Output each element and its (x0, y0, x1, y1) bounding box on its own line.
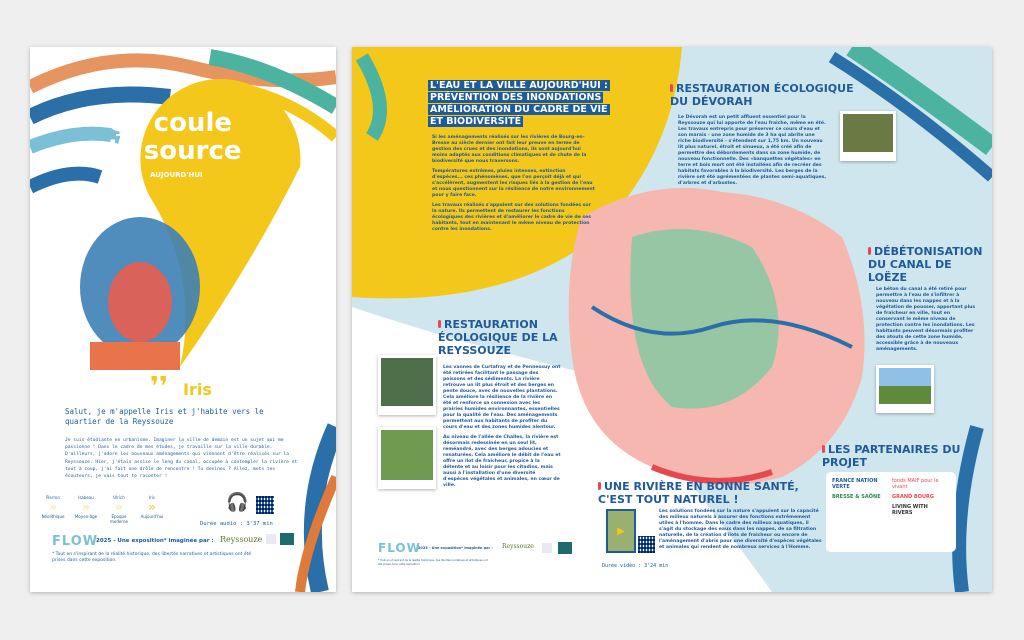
main-intro-text: Si les aménagements réalisés sur les rivières de Bourg-en-Bresse au siècle dernier ont fait leur preuve en terme de gestion des crues et des inondations, ils sont aujourd'hui moins adaptés aux conditions climatiques et de chute de la biodiversité que nous traversons. Températures extrêmes, pluies intenses, extinction d'espèces... ces phénomènes, que l'on perçoit déjà et qui s'accélèrent, augmentent les risques liés à la gestion de l'eau et nous questionnent sur la résilience de notre environnement pour y faire face. Les travaux réalisés s'appuient sur des solutions fondées sur la nature. Ils permettent de restaurer les fonctions écologiques des rivières et d'améliorer le cadre de vie de ses habitants, tout en maintenant le même niveau de protection contre les inondations. (432, 135, 595, 232)
partner-logo (280, 533, 294, 545)
reyssouze-title: RESTAURATION ÉCOLOGIQUE DE LA REYSSOUZE (438, 318, 558, 357)
reyssouze-logo: Reyssouze (502, 543, 534, 550)
partner-logo: FRANCE NATION VERTE (832, 478, 878, 490)
credit-text: 2025 - Une exposition* imaginée par : (96, 538, 214, 544)
devorah-text: Le Dévorah est un petit affluent essentiel pour la Reyssouze qui lui apporte de l'eau fraîche, même en été. Les travaux entrepris pour préserver ce cours d'eau et son marais - une zone humide de 3 ha qui abrite une riche biodiversité - s'étendent sur 1,75 km. Un nouveau lit plus naturel, étroit et sinueux, a été créé afin de permettre des débordements dans sa zone humide, de nouveau fonctionnelle. Des «banquettes végétales» en terre et bois mort ont été installées afin de recréer des habitats favorables à la biodiversité. Les berges de la rivière ont été agrémentées de plantes semi-aquatiques, d'arbres et d'arbustes. (678, 115, 827, 186)
partner-logo: BRESSE & SAÔNE (832, 494, 881, 500)
video-duration: Durée vidéo : 3'24 min (602, 563, 669, 569)
partners-title: LES PARTENAIRES DU PROJET (822, 443, 961, 469)
partner-logo: GRAND BOURG (892, 494, 934, 500)
republique-logo (266, 534, 276, 544)
video-qr-code[interactable] (638, 536, 655, 553)
reyssouze-text: Les vannes de Curtafray et de Pennessuy ont été retirées facilitant le passage des poissons et des sédiments. La rivière retrouve un lit plus étroit et des berges en pente douce, avec de nouvelles plantations. Cela améliore la résilience de la rivière en été et renforce sa connexion avec les prairies humides environnantes, essentielles pour la qualité de l'eau. Des aménagements permettent aux habitants de profiter du cours d'eau et des zones humides alentour. Au niveau de l'allée de Challes, la rivière est désormais redessinée en un seul lit, reméandré, avec des berges adoucies et renaturées. Cela améliore le débit de l'eau et offre un îlot de fraîcheur, propice à la détente et au loisir pour les citadins, mais aussi à l'installation d'une diversité d'espèces végétales et animales, en cœur de ville. (443, 365, 561, 488)
loeze-photo (876, 365, 934, 413)
flow-logo: FLOW (378, 541, 421, 555)
footnote: * Tout en s'inspirant de la réalité historique, des libertés narratives et artistiques ont été prises dans cette exposition. (378, 559, 488, 566)
devorah-photo (840, 111, 896, 161)
timeline (38, 495, 167, 524)
poster-title-line2: de source (98, 136, 242, 166)
footnote: * Tout en s'inspirant de la réalité historique, des libertés narratives et artistiques ont été prises dans cette exposition. (52, 552, 252, 563)
devorah-title: RESTAURATION ÉCOLOGIQUE DU DÉVORAH (670, 82, 854, 108)
loeze-title: DÉBÉTONISATION DU CANAL DE LOËZE (868, 245, 983, 284)
video-thumbnail[interactable] (606, 509, 636, 553)
loeze-text: Le béton du canal a été retiré pour permettre à l'eau de s'infiltrer à nouveau dans les nappes et à la végétation de pousser, apportant plus de fraîcheur en ville, tout en conservant le même niveau de protection contre les inondations. Les habitants peuvent désormais profiter des atouts de cette zone humide, accessible grâce à de nouveaux aménagements. (876, 287, 976, 352)
health-title: UNE RIVIÈRE EN BONNE SANTÉ, C'EST TOUT NATUREL ! (598, 480, 799, 506)
republique-logo (542, 543, 552, 553)
credit-text: 2025 - Une exposition* imaginée par : (418, 546, 493, 550)
timeline-item[interactable]: Pierron » Néolithique (41, 495, 65, 519)
poster-title-line1: Ça coule (107, 108, 232, 138)
play-icon[interactable]: ▶ (608, 511, 634, 551)
speaker-intro: Salut, je m'appelle Iris et j'habite vers le quartier de la Reyssouze (65, 407, 264, 426)
partner-logo: fonds MAIF pour le vivant (892, 478, 939, 490)
timeline-item[interactable]: Iris » Aujourd'hui (140, 495, 164, 519)
timeline-item[interactable]: Isabeau » Moyen-âge (74, 495, 98, 519)
speaker-name: Iris (183, 380, 212, 399)
quote-icon: ❜❜ (150, 372, 169, 402)
flow-logo: FLOW (52, 534, 99, 549)
speaker-story: Je suis étudiante en urbanisme. Imaginer la ville de demain est un sujet qui me passionne ! Dans le cadre de mes études, je travaille sur la ville durable. D'ailleurs, j'adore les nouveaux aménagements qui viennent d'être réalisés sur la Reyssouze. Hier, j'étais assise le long du canal, occupée à contempler la rivière et tout à coup, j'ai fait une drôle de rencontre ! Tu devines ? Allez, mets tes écouteurs, je vais tout te raconter ! (65, 438, 298, 480)
partners-logos (826, 472, 956, 552)
right-poster-panel (352, 47, 992, 592)
reyssouze-photo-2 (378, 427, 436, 489)
reyssouze-photo-1 (378, 355, 436, 415)
audio-qr-code[interactable] (256, 496, 274, 514)
partner-logo (558, 542, 572, 554)
poster-subtitle: AUJOURD'HUI (150, 171, 203, 179)
headphones-icon: 🎧 (226, 492, 249, 513)
reyssouze-logo: Reyssouze (220, 535, 263, 544)
partner-logo: LIVING WITH RIVERS (892, 504, 928, 516)
main-title: L'EAU ET LA VILLE AUJOURD'HUI : PRÉVENTION DES INONDATIONS AMÉLIORATION DU CADRE DE VIE ET BIODIVERSITÉ (430, 80, 608, 127)
timeline-item[interactable]: Ulrich » Époque moderne (110, 495, 128, 524)
health-text: Les solutions fondées sur la nature s'appuient sur la capacité des milieux naturels à assurer des fonctions extrêmement utiles à l'homme. Dans le cadre des milieux aquatiques, il s'agit du stockage des eaux dans les nappes, de sa filtration naturelle, de la création d'îlots de fraîcheur ou encore de l'aménagement d'abris pour une diversité d'espèces végétales et animales qui rendent de nombreux services à l'Homme. (659, 509, 822, 550)
audio-duration: Durée audio : 3'37 min (200, 521, 273, 527)
left-poster-panel (30, 47, 336, 592)
